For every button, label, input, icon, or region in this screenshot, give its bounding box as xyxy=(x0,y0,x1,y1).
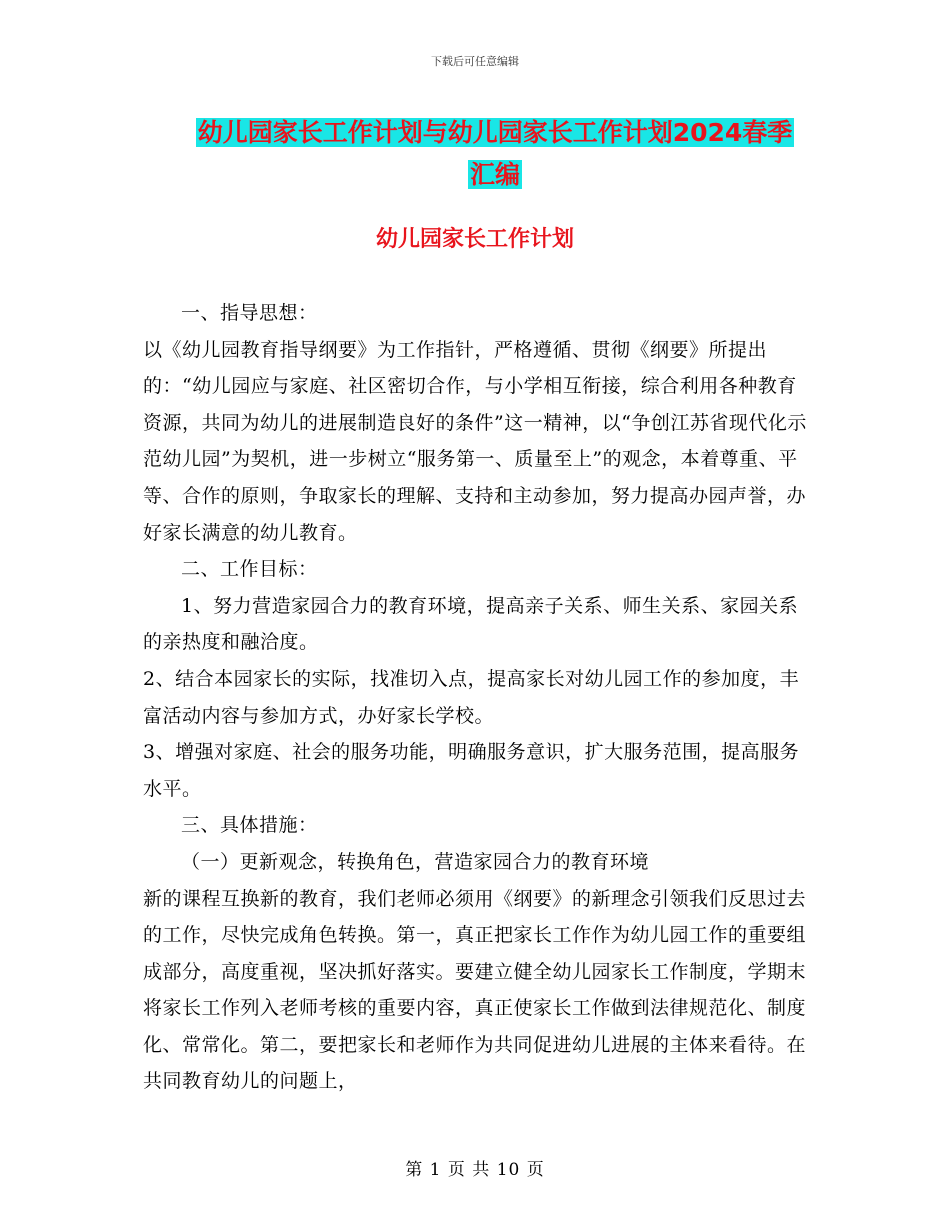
page-footer: 第 1 页 共 10 页 xyxy=(405,1160,545,1180)
heading-guiding-ideology: 一、指导思想： xyxy=(181,302,318,324)
document-title xyxy=(170,112,820,196)
heading-work-goals: 二、工作目标： xyxy=(181,558,318,581)
section-title: 幼儿园家长工作计划 xyxy=(375,227,574,252)
paragraph-measure-1: 新的课程互换新的教育，我们老师必须用《纲要》的新理念引领我们反思过去的工作，尽快完成角色转换。第一，真正把家长工作作为幼儿园工作的重要组成部分，高度重视，坚决抓好落实。要建立健全幼儿园家长工作制度，学期末将家长工作列入老师考核的重要内容，真正使家长工作做到法律规范化、制度化、常常化。第二，要把家长和老师作为共同促进幼儿进展的主体来看待。在共同教育幼儿的问题上， xyxy=(143,887,807,1093)
header-note: 下载后可任意编辑 xyxy=(431,55,519,68)
goal-item-1: 1、努力营造家园合力的教育环境，提高亲子关系、师生关系、家园关系的亲热度和融洽度。 xyxy=(143,594,799,654)
goal-item-3: 3、增强对家庭、社会的服务功能，明确服务意识，扩大服务范围，提高服务水平。 xyxy=(143,741,800,800)
goal-item-2: 2、结合本园家长的实际，找准切入点，提高家长对幼儿园工作的参加度，丰富活动内容与参加方式，办好家长学校。 xyxy=(143,667,800,727)
document-title-line2: 汇编 xyxy=(469,160,520,189)
document-title-line1: 幼儿园家长工作计划与幼儿园家长工作计划2024春季 xyxy=(197,118,793,147)
paragraph-guiding-ideology: 以《幼儿园教育指导纲要》为工作指针，严格遵循、贯彻《纲要》所提出的：“幼儿园应与家庭、社区密切合作，与小学相互衔接，综合利用各种教育资源，共同为幼儿的进展制造良好的条件”这一精神，以“争创江苏省现代化示范幼儿园”为契机，进一步树立“服务第一、质量至上”的观念，本着尊重、平等、合作的原则，争取家长的理解、支持和主动参加，努力提高办园声誉，办好家长满意的幼儿教育。 xyxy=(143,338,807,544)
subheading-measure-1: （一）更新观念，转换角色，营造家园合力的教育环境 xyxy=(181,850,650,873)
document-body xyxy=(143,295,813,1100)
heading-specific-measures: 三、具体措施： xyxy=(181,814,318,837)
